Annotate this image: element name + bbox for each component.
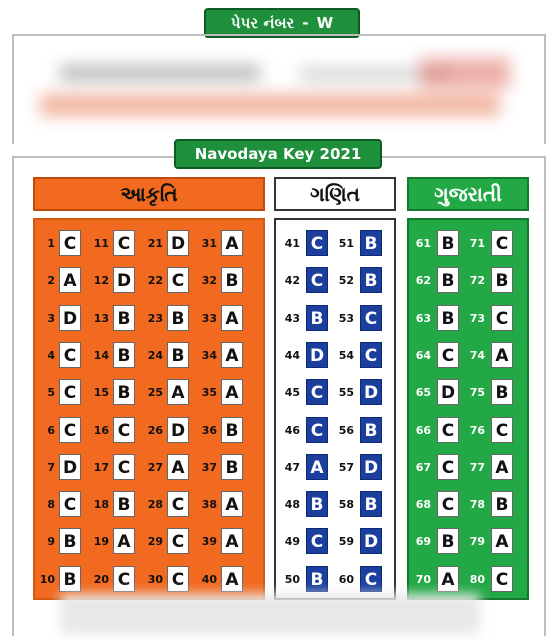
answer-box: C — [491, 230, 513, 256]
question-number: 19 — [93, 535, 109, 549]
question-number: 60 — [338, 572, 354, 586]
question-number: 54 — [338, 348, 354, 362]
answer-row — [37, 305, 91, 333]
answer-box: B — [360, 267, 382, 293]
question-number: 50 — [284, 572, 300, 586]
panel-gujarati — [407, 218, 529, 600]
answer-row — [145, 491, 199, 519]
answer-box: D — [113, 267, 135, 293]
answer-box: C — [491, 305, 513, 331]
answer-row — [145, 230, 199, 258]
answer-row — [413, 267, 467, 295]
answer-row — [91, 491, 145, 519]
answer-box: B — [437, 305, 459, 331]
answer-box: A — [221, 230, 243, 256]
blurred-header-text — [40, 58, 520, 128]
answer-box: B — [221, 454, 243, 480]
question-number: 52 — [338, 274, 354, 288]
answer-row — [282, 230, 336, 258]
answer-box: B — [113, 379, 135, 405]
question-number: 25 — [147, 386, 163, 400]
answer-row — [199, 305, 253, 333]
answer-box: C — [491, 566, 513, 592]
answer-row — [145, 342, 199, 370]
answer-row — [467, 230, 521, 258]
question-number: 74 — [469, 348, 485, 362]
question-number: 17 — [93, 460, 109, 474]
answer-row — [467, 491, 521, 519]
question-number: 6 — [47, 423, 55, 437]
question-number: 28 — [147, 498, 163, 512]
question-number: 64 — [415, 348, 431, 362]
answer-box: B — [113, 491, 135, 517]
answer-box: C — [437, 454, 459, 480]
answer-row — [282, 454, 336, 482]
question-number: 31 — [201, 237, 217, 250]
answer-box: C — [360, 305, 382, 331]
answer-box: B — [113, 342, 135, 368]
answer-box: B — [167, 305, 189, 331]
answer-box: B — [306, 491, 328, 517]
answer-row — [91, 379, 145, 407]
question-number: 75 — [469, 386, 485, 400]
answer-box: D — [59, 454, 81, 480]
question-number: 69 — [415, 535, 431, 549]
question-number: 66 — [415, 423, 431, 437]
section-heading-aakruti: આકૃતિ — [33, 177, 265, 211]
answer-row — [467, 454, 521, 482]
question-number: 8 — [47, 498, 55, 512]
answer-box: B — [59, 566, 81, 592]
answer-row — [336, 417, 390, 445]
answer-row — [336, 528, 390, 556]
answer-box: B — [491, 379, 513, 405]
answer-box: D — [360, 454, 382, 480]
question-number: 11 — [93, 237, 109, 250]
answer-row — [199, 491, 253, 519]
answer-box: B — [491, 267, 513, 293]
answer-row — [282, 491, 336, 519]
answer-box: C — [360, 342, 382, 368]
answer-box: B — [437, 230, 459, 256]
answer-row — [199, 454, 253, 482]
question-number: 63 — [415, 311, 431, 325]
answer-box: A — [221, 528, 243, 554]
answer-row — [37, 454, 91, 482]
question-number: 47 — [284, 460, 300, 474]
answer-box: C — [113, 417, 135, 443]
answer-row — [282, 379, 336, 407]
answer-row — [145, 379, 199, 407]
answer-box: C — [167, 566, 189, 592]
answer-row — [145, 454, 199, 482]
answer-box: A — [437, 566, 459, 592]
question-number: 26 — [147, 423, 163, 437]
answer-row — [282, 566, 336, 594]
answer-box: A — [113, 528, 135, 554]
answer-box: A — [306, 454, 328, 480]
question-number: 34 — [201, 348, 217, 362]
answer-box: B — [360, 230, 382, 256]
question-number: 70 — [415, 572, 431, 586]
answer-box: C — [360, 566, 382, 592]
answer-box: D — [360, 379, 382, 405]
question-number: 30 — [147, 572, 163, 586]
question-number: 49 — [284, 535, 300, 549]
answer-row — [145, 417, 199, 445]
answer-row — [91, 566, 145, 594]
question-number: 58 — [338, 498, 354, 512]
question-number: 68 — [415, 498, 431, 512]
answer-row — [37, 491, 91, 519]
answer-row — [145, 305, 199, 333]
question-number: 23 — [147, 311, 163, 325]
answer-row — [336, 566, 390, 594]
question-number: 18 — [93, 498, 109, 512]
answer-box: C — [59, 342, 81, 368]
panel-aakruti — [33, 218, 265, 600]
answer-row — [91, 528, 145, 556]
answer-row — [145, 528, 199, 556]
answer-box: C — [59, 417, 81, 443]
question-number: 12 — [93, 274, 109, 288]
answer-row — [91, 454, 145, 482]
answer-row — [336, 491, 390, 519]
answer-box: B — [167, 342, 189, 368]
answer-row — [145, 566, 199, 594]
answer-row — [91, 305, 145, 333]
answer-box: B — [221, 267, 243, 293]
answer-row — [91, 417, 145, 445]
question-number: 38 — [201, 498, 217, 512]
answer-box: C — [437, 491, 459, 517]
answer-box: C — [113, 230, 135, 256]
answer-row — [467, 566, 521, 594]
answer-box: C — [306, 267, 328, 293]
paper-number-label: પેપર નંબર — [230, 14, 295, 32]
answer-row — [37, 267, 91, 295]
question-number: 45 — [284, 386, 300, 400]
question-number: 77 — [469, 460, 485, 474]
answer-box: C — [113, 454, 135, 480]
answer-row — [413, 566, 467, 594]
answer-row — [467, 305, 521, 333]
question-number: 16 — [93, 423, 109, 437]
answer-row — [413, 230, 467, 258]
question-number: 39 — [201, 535, 217, 549]
question-number: 32 — [201, 274, 217, 288]
question-number: 57 — [338, 460, 354, 474]
answer-row — [336, 342, 390, 370]
answer-box: B — [59, 528, 81, 554]
question-number: 71 — [469, 237, 485, 250]
answer-box: C — [59, 379, 81, 405]
question-number: 35 — [201, 386, 217, 400]
answer-box: C — [113, 566, 135, 592]
question-number: 62 — [415, 274, 431, 288]
answer-row — [413, 491, 467, 519]
answer-box: D — [167, 417, 189, 443]
answer-box: A — [59, 267, 81, 293]
answer-row — [37, 342, 91, 370]
answer-box: C — [437, 342, 459, 368]
blurred-footer-text — [60, 594, 480, 634]
answer-row — [336, 305, 390, 333]
answer-box: A — [221, 342, 243, 368]
answer-row — [336, 230, 390, 258]
answer-row — [336, 454, 390, 482]
answer-box: B — [491, 491, 513, 517]
answer-row — [199, 267, 253, 295]
question-number: 15 — [93, 386, 109, 400]
question-number: 24 — [147, 348, 163, 362]
question-number: 44 — [284, 348, 300, 362]
answer-box: A — [491, 528, 513, 554]
answer-box: D — [167, 230, 189, 256]
question-number: 2 — [47, 274, 55, 288]
question-number: 73 — [469, 311, 485, 325]
question-number: 13 — [93, 311, 109, 325]
answer-row — [467, 379, 521, 407]
answer-box: B — [306, 305, 328, 331]
answer-box: A — [221, 305, 243, 331]
question-number: 51 — [338, 237, 354, 250]
answer-box: B — [360, 417, 382, 443]
answer-box: A — [221, 566, 243, 592]
answer-row — [37, 379, 91, 407]
answer-box: D — [306, 342, 328, 368]
question-number: 42 — [284, 274, 300, 288]
answer-row — [145, 267, 199, 295]
answer-box: A — [221, 491, 243, 517]
question-number: 22 — [147, 274, 163, 288]
answer-box: B — [113, 305, 135, 331]
answer-box: B — [437, 267, 459, 293]
answer-box: A — [491, 454, 513, 480]
paper-number-code: W — [316, 14, 334, 32]
answer-box: D — [360, 528, 382, 554]
answer-row — [413, 379, 467, 407]
answer-box: C — [167, 491, 189, 517]
answer-box: C — [306, 417, 328, 443]
question-number: 78 — [469, 498, 485, 512]
question-number: 5 — [47, 386, 55, 400]
answer-box: C — [167, 267, 189, 293]
section-heading-ganit: ગણિત — [274, 177, 396, 211]
question-number: 37 — [201, 460, 217, 474]
question-number: 1 — [47, 237, 55, 250]
answer-row — [282, 528, 336, 556]
question-number: 53 — [338, 311, 354, 325]
answer-row — [37, 528, 91, 556]
question-number: 20 — [93, 572, 109, 586]
answer-row — [282, 342, 336, 370]
question-number: 67 — [415, 460, 431, 474]
answer-row — [199, 528, 253, 556]
question-number: 46 — [284, 423, 300, 437]
question-number: 43 — [284, 311, 300, 325]
question-number: 76 — [469, 423, 485, 437]
answer-row — [413, 305, 467, 333]
question-number: 21 — [147, 237, 163, 250]
answer-row — [282, 267, 336, 295]
question-number: 72 — [469, 274, 485, 288]
question-number: 36 — [201, 423, 217, 437]
answer-box: A — [167, 454, 189, 480]
answer-row — [199, 417, 253, 445]
answer-row — [91, 342, 145, 370]
question-number: 27 — [147, 460, 163, 474]
answer-row — [413, 528, 467, 556]
question-number: 41 — [284, 237, 300, 250]
answer-row — [467, 267, 521, 295]
question-number: 61 — [415, 237, 431, 250]
question-number: 29 — [147, 535, 163, 549]
answer-box: C — [491, 417, 513, 443]
answer-box: A — [491, 342, 513, 368]
answer-row — [282, 417, 336, 445]
answer-box: C — [306, 528, 328, 554]
answer-row — [282, 305, 336, 333]
question-number: 4 — [47, 348, 55, 362]
answer-box: B — [221, 417, 243, 443]
answer-row — [199, 230, 253, 258]
question-number: 48 — [284, 498, 300, 512]
answer-row — [413, 454, 467, 482]
paper-number-dash: - — [302, 14, 309, 32]
section-heading-gujarati: ગુજરાતી — [407, 177, 529, 211]
question-number: 10 — [39, 572, 55, 586]
answer-box: C — [59, 230, 81, 256]
answer-row — [199, 566, 253, 594]
answer-box: B — [306, 566, 328, 592]
answer-row — [413, 342, 467, 370]
answer-row — [336, 379, 390, 407]
answer-row — [37, 417, 91, 445]
answer-row — [413, 417, 467, 445]
answer-box: D — [437, 379, 459, 405]
page-title: Navodaya Key 2021 — [174, 139, 382, 169]
answer-box: C — [437, 417, 459, 443]
answer-row — [91, 230, 145, 258]
answer-row — [467, 417, 521, 445]
answer-box: C — [306, 230, 328, 256]
question-number: 80 — [469, 572, 485, 586]
panel-ganit — [274, 218, 396, 600]
question-number: 65 — [415, 386, 431, 400]
question-number: 33 — [201, 311, 217, 325]
question-number: 3 — [47, 311, 55, 325]
answer-row — [91, 267, 145, 295]
question-number: 14 — [93, 348, 109, 362]
answer-row — [467, 528, 521, 556]
answer-box: C — [167, 528, 189, 554]
answer-box: D — [59, 305, 81, 331]
question-number: 56 — [338, 423, 354, 437]
question-number: 9 — [47, 535, 55, 549]
answer-box: C — [306, 379, 328, 405]
answer-row — [37, 566, 91, 594]
answer-box: A — [221, 379, 243, 405]
answer-row — [467, 342, 521, 370]
question-number: 7 — [47, 460, 55, 474]
answer-row — [37, 230, 91, 258]
answer-box: B — [437, 528, 459, 554]
answer-box: A — [167, 379, 189, 405]
answer-row — [336, 267, 390, 295]
answer-box: C — [59, 491, 81, 517]
question-number: 79 — [469, 535, 485, 549]
answer-box: B — [360, 491, 382, 517]
answer-row — [199, 342, 253, 370]
question-number: 59 — [338, 535, 354, 549]
answer-row — [199, 379, 253, 407]
question-number: 55 — [338, 386, 354, 400]
question-number: 40 — [201, 572, 217, 586]
